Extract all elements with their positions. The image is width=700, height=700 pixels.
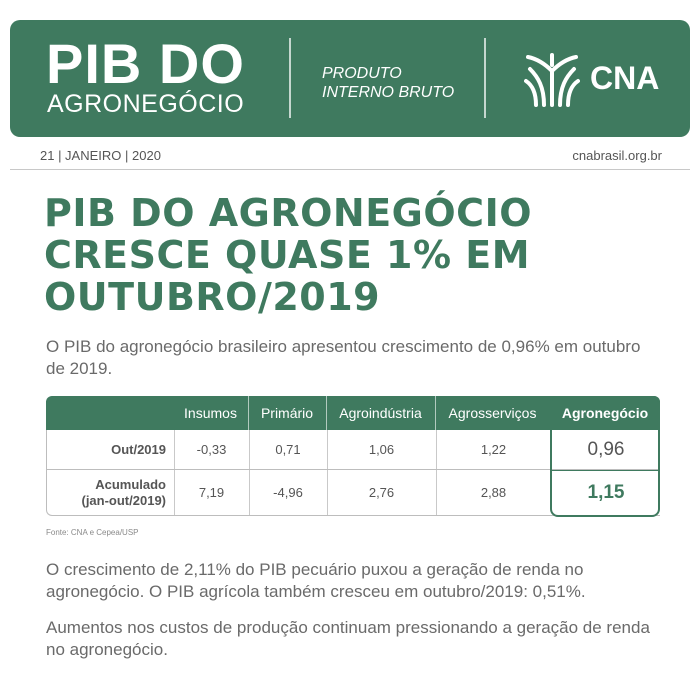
paragraph-livestock: O crescimento de 2,11% do PIB pecuário puxou a geração de renda no agronegócio. O PIB agrícola também cresceu em outubro/2019: 0,51%. <box>46 560 586 601</box>
banner-title-line1: PIB DO <box>46 32 245 95</box>
cell-primario: 0,71 <box>275 442 301 457</box>
publication-date: 21 | JANEIRO | 2020 <box>40 148 161 163</box>
row-label-line2: (jan-out/2019) <box>81 492 166 508</box>
cell-agronegocio: 0,96 <box>587 438 625 460</box>
headline <box>44 192 664 318</box>
table-header <box>46 396 660 430</box>
gdp-table <box>46 396 660 517</box>
paragraph-costs: Aumentos nos custos de produção continuam pressionando a geração de renda no agronegócio. <box>46 618 650 659</box>
divider <box>10 169 690 170</box>
intro-paragraph: O PIB do agronegócio brasileiro apresentou crescimento de 0,96% em outubro de 2019. <box>46 337 641 378</box>
row-label <box>47 470 174 515</box>
cell-agroindustria: 2,76 <box>368 485 395 500</box>
banner-subtitle-line2: INTERNO BRUTO <box>322 84 455 102</box>
cell-agronegocio: 1,15 <box>587 481 625 503</box>
row-label: Out/2019 <box>111 441 166 457</box>
header-banner <box>10 20 690 137</box>
row-label-line1: Acumulado <box>95 476 166 492</box>
highlight-separator <box>550 470 660 471</box>
headline-line3: OUTUBRO/2019 <box>44 275 381 319</box>
banner-subtitle-line1: PRODUTO <box>322 65 402 82</box>
cna-wheat-logo-icon <box>524 51 580 107</box>
header-agroindustria: Agroindústria <box>339 405 422 421</box>
cell-agrosservicos: 1,22 <box>480 442 507 457</box>
banner-title-line2: AGRONEGÓCIO <box>47 90 245 118</box>
header-agrosservicos: Agrosserviços <box>448 405 537 421</box>
cell-primario: -4,96 <box>273 485 303 500</box>
headline-line1: PIB DO AGRONEGÓCIO <box>44 191 533 235</box>
banner-subtitle <box>322 64 454 102</box>
cell-insumos: 7,19 <box>198 485 225 500</box>
banner-divider <box>484 38 486 118</box>
cell-agroindustria: 1,06 <box>368 442 395 457</box>
brand-name: CNA <box>590 60 660 96</box>
cell-insumos: -0,33 <box>196 442 227 457</box>
header-agronegocio: Agronegócio <box>561 405 649 421</box>
table-row <box>46 430 660 470</box>
headline-line2: CRESCE QUASE 1% EM <box>44 233 531 277</box>
table-row <box>46 470 660 516</box>
header-insumos: Insumos <box>184 405 237 421</box>
banner-divider <box>289 38 291 118</box>
website-link[interactable]: cnabrasil.org.br <box>572 148 662 163</box>
cell-agrosservicos: 2,88 <box>480 485 507 500</box>
header-primario: Primário <box>260 405 314 421</box>
source-note: Fonte: CNA e Cepea/USP <box>46 528 139 537</box>
